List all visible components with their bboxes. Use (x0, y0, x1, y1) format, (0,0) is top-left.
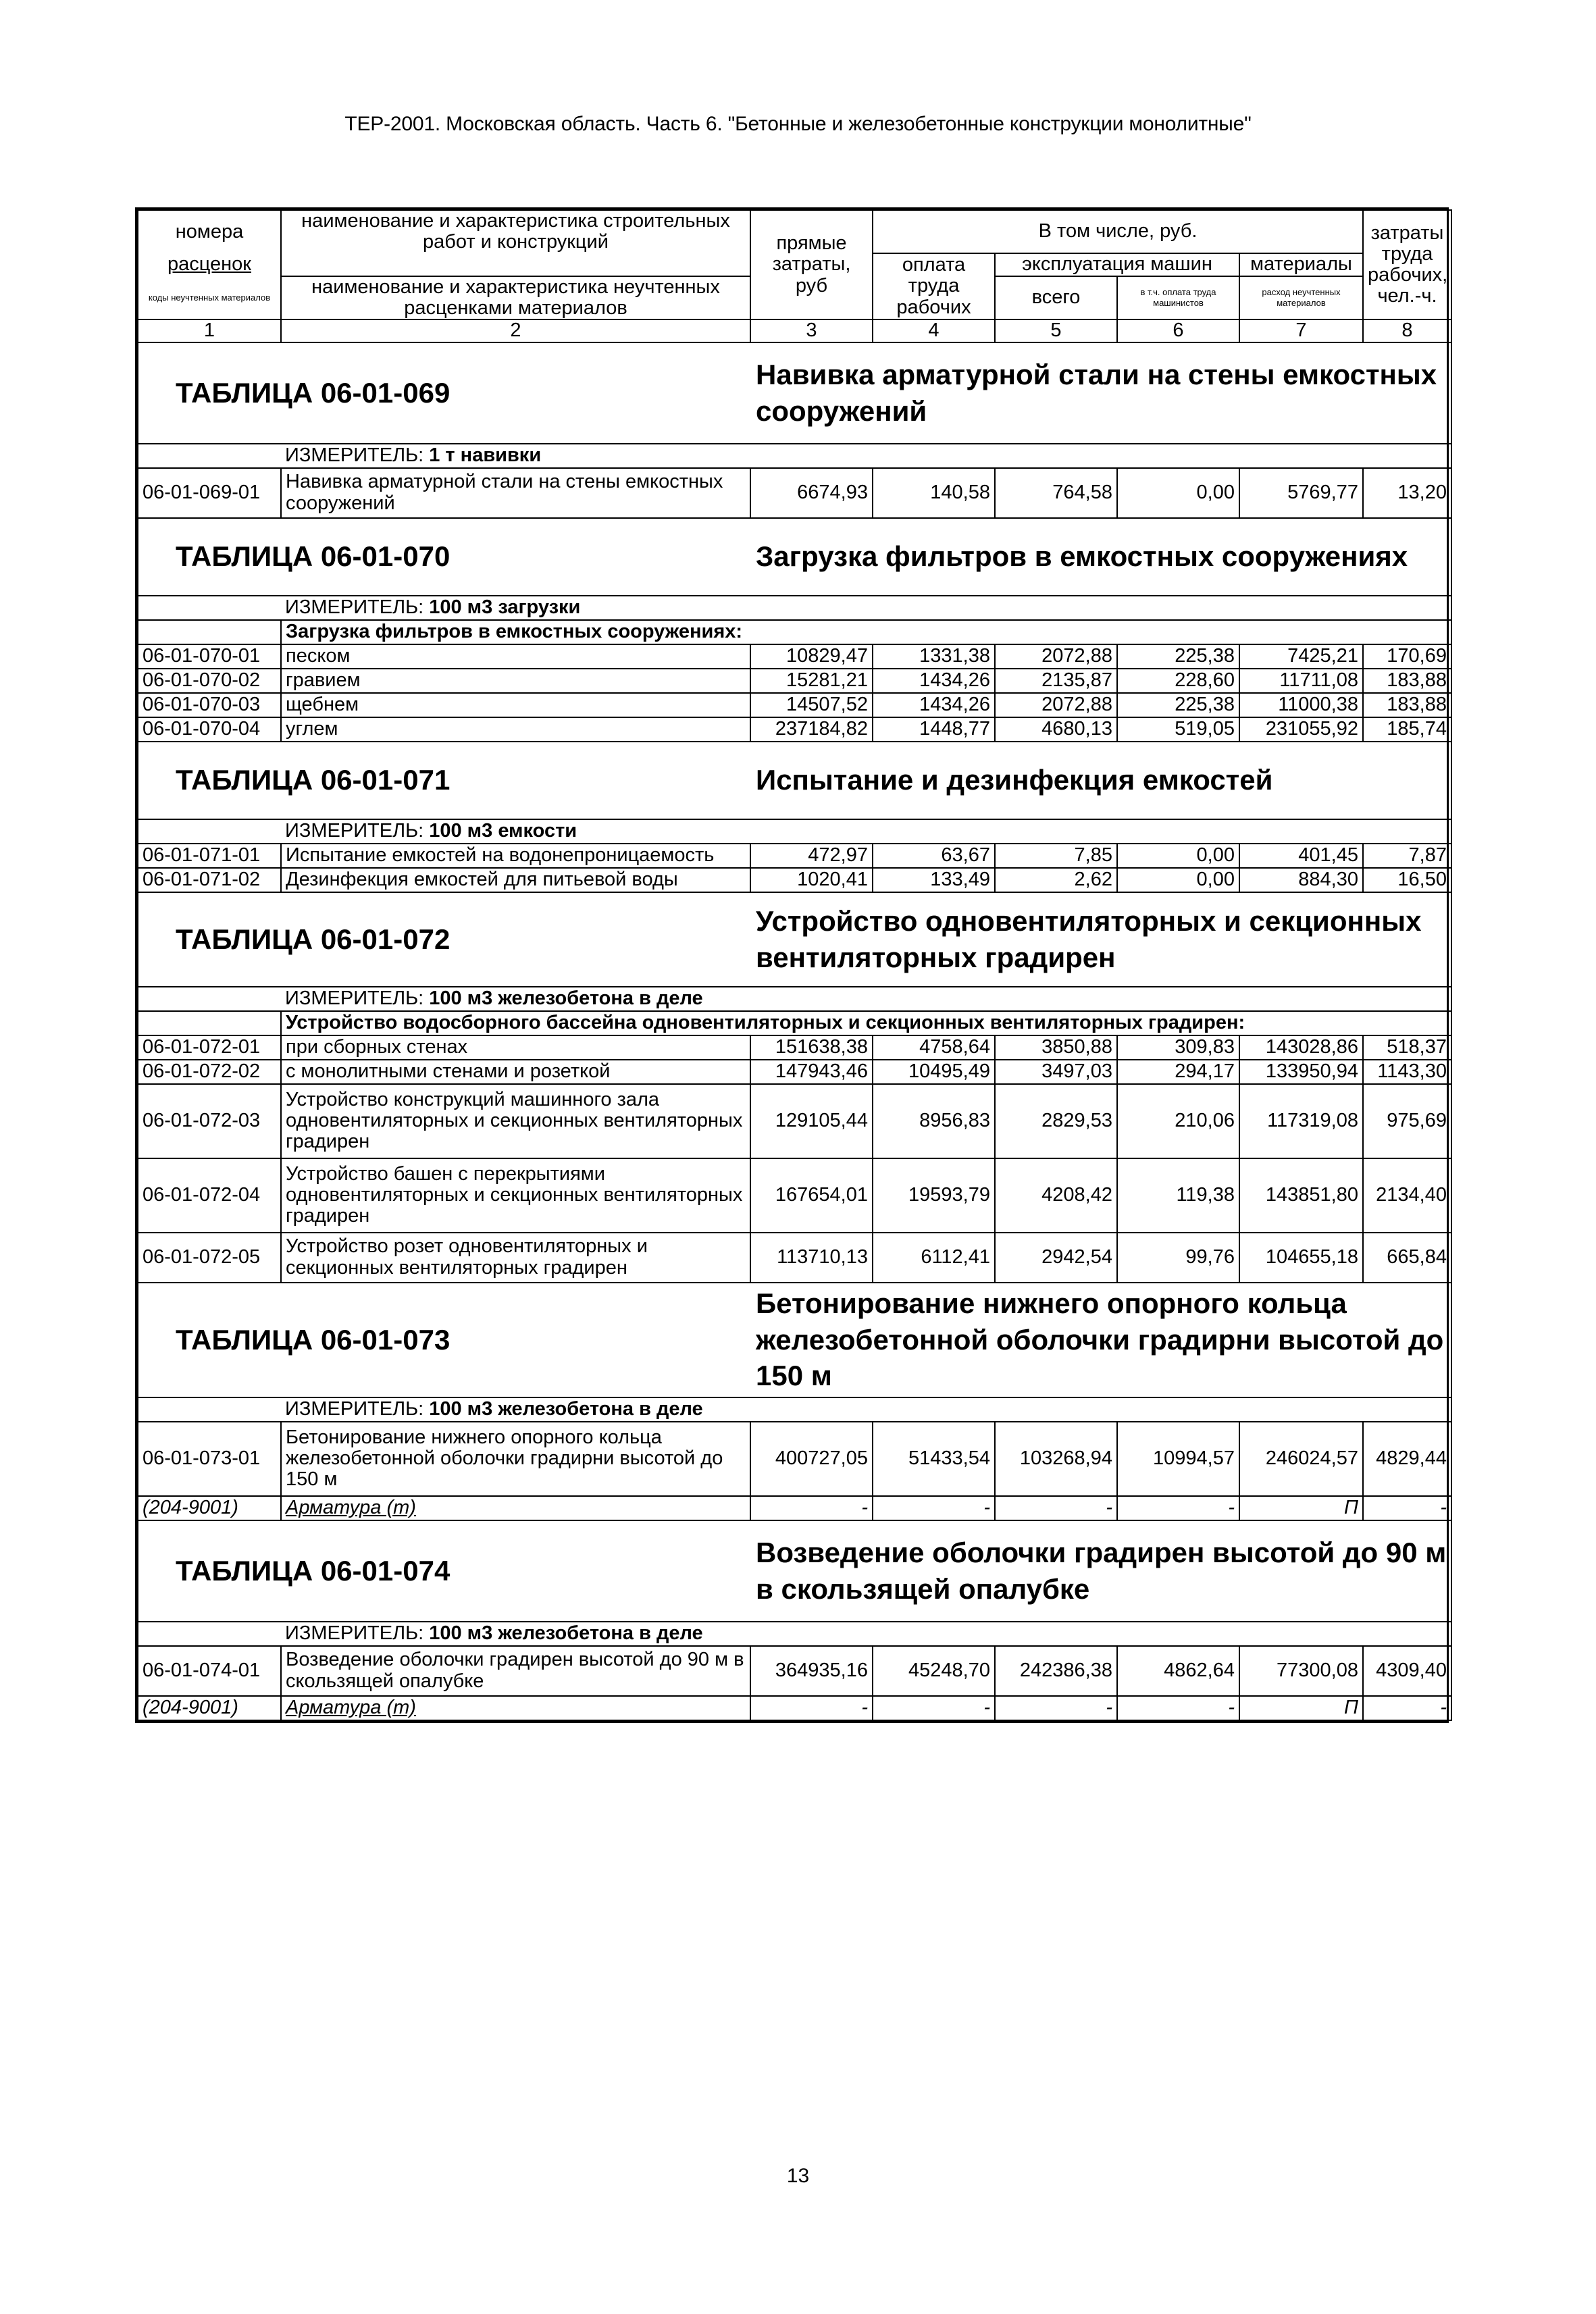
rate-name: гравием (281, 669, 750, 693)
labor-hours-cell: 665,84 (1363, 1233, 1451, 1283)
unit-row (138, 1622, 1451, 1646)
section-table-number: ТАБЛИЦА 06-01-073 (176, 1323, 451, 1356)
labor-pay-cell: 10495,49 (873, 1060, 995, 1084)
labor-hours-cell: 7,87 (1363, 844, 1451, 868)
unit-row (138, 1397, 1451, 1422)
materials-cost-cell: 11711,08 (1239, 669, 1363, 693)
machinist-pay-cell: 519,05 (1117, 717, 1239, 742)
direct-cost-cell: 147943,46 (750, 1060, 873, 1084)
direct-cost-cell: 15281,21 (750, 669, 873, 693)
materials-cost-cell: 143851,80 (1239, 1158, 1363, 1233)
rate-name: Навивка арматурной стали на стены емкостных сооружений (281, 468, 750, 518)
including-label: В том числе, руб. (873, 210, 1363, 253)
unit-row (138, 819, 1451, 844)
unit-value: 100 м3 железобетона в деле (429, 1622, 703, 1644)
rate-name: с монолитными стенами и розеткой (281, 1060, 750, 1084)
machinist-pay-cell: 0,00 (1117, 868, 1239, 892)
unit-value: 100 м3 железобетона в деле (429, 987, 703, 1009)
section-table-number: ТАБЛИЦА 06-01-074 (176, 1554, 451, 1587)
unit-label: ИЗМЕРИТЕЛЬ: (285, 596, 424, 618)
unit-value: 1 т навивки (429, 444, 542, 466)
table-row (138, 693, 1451, 717)
table-row (138, 1158, 1451, 1233)
rate-code: 06-01-072-03 (138, 1084, 281, 1158)
page-number: 13 (786, 2165, 810, 2187)
col8-label: затраты труда рабочих, чел.-ч. (1363, 210, 1451, 319)
direct-cost-cell: 472,97 (750, 844, 873, 868)
labor-pay-cell: 133,49 (873, 868, 995, 892)
rate-name: щебнем (281, 693, 750, 717)
col4-label: оплата труда рабочих (873, 253, 995, 320)
labor-pay-cell: 63,67 (873, 844, 995, 868)
labor-hours-cell: 2134,40 (1363, 1158, 1451, 1233)
rate-code: 06-01-069-01 (138, 468, 281, 518)
rate-code: 06-01-070-03 (138, 693, 281, 717)
rate-name: Устройство розет одновентиляторных и секционных вентиляторных градирен (281, 1233, 750, 1283)
machines-total-cell: 3497,03 (995, 1060, 1117, 1084)
table-row (138, 844, 1451, 868)
table-row (138, 1422, 1451, 1496)
machines-total-cell: 4208,42 (995, 1158, 1117, 1233)
materials-cost-cell: П (1239, 1696, 1363, 1720)
section-table-number: ТАБЛИЦА 06-01-071 (176, 764, 451, 796)
machines-total-cell: 2072,88 (995, 644, 1117, 669)
materials-cost-cell: П (1239, 1496, 1363, 1520)
unit-row (138, 444, 1451, 468)
labor-hours-cell: - (1363, 1496, 1451, 1520)
labor-pay-cell: 1448,77 (873, 717, 995, 742)
direct-cost-cell: 400727,05 (750, 1422, 873, 1496)
col-number: 4 (873, 319, 995, 342)
section-title: Загрузка фильтров в емкостных сооружениях (756, 540, 1408, 573)
subheading-row (138, 1011, 1451, 1035)
rate-code: 06-01-070-04 (138, 717, 281, 742)
section-title: Возведение оболочки градирен высотой до 90 м в скользящей опалубке (756, 1536, 1447, 1605)
section-title-row (138, 892, 1451, 987)
rate-code: 06-01-070-01 (138, 644, 281, 669)
col-number: 2 (281, 319, 750, 342)
rate-code: 06-01-071-02 (138, 868, 281, 892)
materials-cost-cell: 401,45 (1239, 844, 1363, 868)
rate-name: Устройство конструкций машинного зала одновентиляторных и секционных вентиляторных градирен (281, 1084, 750, 1158)
col7-label: расход неучтенных материалов (1239, 276, 1363, 320)
col-number: 6 (1117, 319, 1239, 342)
table-row (138, 468, 1451, 518)
rate-name: песком (281, 644, 750, 669)
section-title-row (138, 1520, 1451, 1622)
machinist-pay-cell: 119,38 (1117, 1158, 1239, 1233)
machinist-pay-cell: 10994,57 (1117, 1422, 1239, 1496)
labor-hours-cell: 4309,40 (1363, 1646, 1451, 1696)
unit-value: 100 м3 железобетона в деле (429, 1397, 703, 1420)
direct-cost-cell: 1020,41 (750, 868, 873, 892)
table-header (138, 210, 1451, 342)
rate-code: (204-9001) (138, 1496, 281, 1520)
labor-hours-cell: - (1363, 1696, 1451, 1720)
machines-total-cell: 764,58 (995, 468, 1117, 518)
col6-label: в т.ч. оплата труда машинистов (1117, 276, 1239, 320)
col1-mid-label: расценок (138, 253, 281, 276)
col-number: 7 (1239, 319, 1363, 342)
rate-name: Испытание емкостей на водонепроницаемость (281, 844, 750, 868)
unit-value: 100 м3 емкости (429, 819, 577, 842)
materials-cost-cell: 231055,92 (1239, 717, 1363, 742)
machinist-pay-cell: 0,00 (1117, 844, 1239, 868)
subheading-row (138, 620, 1451, 644)
rate-code: 06-01-073-01 (138, 1422, 281, 1496)
rates-table (135, 207, 1449, 1723)
table-row (138, 644, 1451, 669)
machinist-pay-cell: 309,83 (1117, 1035, 1239, 1060)
labor-hours-cell: 185,74 (1363, 717, 1451, 742)
rate-code: 06-01-072-04 (138, 1158, 281, 1233)
direct-cost-cell: 113710,13 (750, 1233, 873, 1283)
section-title-row (138, 518, 1451, 596)
machines-total-cell: 3850,88 (995, 1035, 1117, 1060)
materials-cost-cell: 884,30 (1239, 868, 1363, 892)
table-sections (138, 342, 1451, 1720)
section-title: Бетонирование нижнего опорного кольца железобетонной оболочки градирни высотой до 150 м (756, 1287, 1444, 1392)
machines-total-cell: - (995, 1496, 1117, 1520)
rate-code: 06-01-072-02 (138, 1060, 281, 1084)
col1-top-label: номера (138, 210, 281, 253)
section-table-number: ТАБЛИЦА 06-01-069 (176, 376, 451, 409)
table-row (138, 1496, 1451, 1520)
rate-name: углем (281, 717, 750, 742)
labor-pay-cell: - (873, 1696, 995, 1720)
machines-total-cell: 2942,54 (995, 1233, 1117, 1283)
machines-total-cell: 2829,53 (995, 1084, 1117, 1158)
labor-hours-cell: 975,69 (1363, 1084, 1451, 1158)
machines-total-cell: 4680,13 (995, 717, 1117, 742)
machines-total-cell: 7,85 (995, 844, 1117, 868)
machines-total-cell: - (995, 1696, 1117, 1720)
labor-pay-cell: 4758,64 (873, 1035, 995, 1060)
direct-cost-cell: 237184,82 (750, 717, 873, 742)
labor-hours-cell: 1143,30 (1363, 1060, 1451, 1084)
materials-cost-cell: 117319,08 (1239, 1084, 1363, 1158)
machinist-pay-cell: 0,00 (1117, 468, 1239, 518)
subheading: Устройство водосборного бассейна одновентиляторных и секционных вентиляторных градирен: (286, 1011, 1245, 1033)
unit-label: ИЗМЕРИТЕЛЬ: (285, 1622, 424, 1644)
materials-cost-cell: 104655,18 (1239, 1233, 1363, 1283)
table-row (138, 1646, 1451, 1696)
section-table-number: ТАБЛИЦА 06-01-070 (176, 540, 451, 573)
materials-cost-cell: 143028,86 (1239, 1035, 1363, 1060)
unit-label: ИЗМЕРИТЕЛЬ: (285, 987, 424, 1009)
col2-top-label: наименование и характеристика строительных работ и конструкций (281, 210, 750, 253)
machinist-pay-cell: 4862,64 (1117, 1646, 1239, 1696)
labor-hours-cell: 183,88 (1363, 693, 1451, 717)
col-number: 5 (995, 319, 1117, 342)
labor-pay-cell: - (873, 1496, 995, 1520)
section-title-row (138, 1283, 1451, 1397)
table-row (138, 669, 1451, 693)
rate-name: Арматура (т) (281, 1696, 750, 1720)
col-number: 8 (1363, 319, 1451, 342)
labor-pay-cell: 140,58 (873, 468, 995, 518)
subheading: Загрузка фильтров в емкостных сооружениях: (286, 620, 743, 642)
machines-total-cell: 2,62 (995, 868, 1117, 892)
direct-cost-cell: 364935,16 (750, 1646, 873, 1696)
unit-label: ИЗМЕРИТЕЛЬ: (285, 1397, 424, 1420)
table-row (138, 1035, 1451, 1060)
section-title-row (138, 342, 1451, 444)
col-number: 3 (750, 319, 873, 342)
unit-row (138, 596, 1451, 620)
materials-cost-cell: 11000,38 (1239, 693, 1363, 717)
table-row (138, 1084, 1451, 1158)
rate-code: 06-01-074-01 (138, 1646, 281, 1696)
materials-label: материалы (1239, 253, 1363, 276)
table-row (138, 1060, 1451, 1084)
machines-total-cell: 2135,87 (995, 669, 1117, 693)
direct-cost-cell: - (750, 1496, 873, 1520)
rate-name: Устройство башен с перекрытиями одновентиляторных и секционных вентиляторных градирен (281, 1158, 750, 1233)
unit-row (138, 987, 1451, 1011)
col2-spacer (281, 253, 750, 276)
unit-label: ИЗМЕРИТЕЛЬ: (285, 819, 424, 842)
labor-pay-cell: 1434,26 (873, 669, 995, 693)
col1-small-label: коды неучтенных материалов (138, 276, 281, 320)
machinist-pay-cell: - (1117, 1496, 1239, 1520)
rate-name: Дезинфекция емкостей для питьевой воды (281, 868, 750, 892)
labor-hours-cell: 16,50 (1363, 868, 1451, 892)
materials-cost-cell: 5769,77 (1239, 468, 1363, 518)
labor-hours-cell: 183,88 (1363, 669, 1451, 693)
rate-code: (204-9001) (138, 1696, 281, 1720)
table-row (138, 868, 1451, 892)
direct-cost-cell: - (750, 1696, 873, 1720)
labor-hours-cell: 13,20 (1363, 468, 1451, 518)
section-title: Устройство одновентиляторных и секционных вентиляторных градирен (756, 904, 1422, 973)
direct-cost-cell: 151638,38 (750, 1035, 873, 1060)
col3-label: прямые затраты, руб (750, 210, 873, 319)
machines-total-cell: 2072,88 (995, 693, 1117, 717)
page-header: ТЕР-2001. Московская область. Часть 6. "Бетонные и железобетонные конструкции монолитные" (344, 113, 1252, 135)
table-row (138, 1233, 1451, 1283)
direct-cost-cell: 14507,52 (750, 693, 873, 717)
labor-pay-cell: 19593,79 (873, 1158, 995, 1233)
labor-hours-cell: 4829,44 (1363, 1422, 1451, 1496)
labor-hours-cell: 170,69 (1363, 644, 1451, 669)
direct-cost-cell: 10829,47 (750, 644, 873, 669)
machinist-pay-cell: 210,06 (1117, 1084, 1239, 1158)
direct-cost-cell: 167654,01 (750, 1158, 873, 1233)
machines-total-cell: 242386,38 (995, 1646, 1117, 1696)
machinist-pay-cell: 225,38 (1117, 644, 1239, 669)
unit-value: 100 м3 загрузки (429, 596, 581, 618)
materials-cost-cell: 7425,21 (1239, 644, 1363, 669)
labor-hours-cell: 518,37 (1363, 1035, 1451, 1060)
rate-name: Бетонирование нижнего опорного кольца железобетонной оболочки градирни высотой до 150 м (281, 1422, 750, 1496)
labor-pay-cell: 1331,38 (873, 644, 995, 669)
rate-name: Возведение оболочки градирен высотой до 90 м в скользящей опалубке (281, 1646, 750, 1696)
machinist-pay-cell: 294,17 (1117, 1060, 1239, 1084)
rate-code: 06-01-072-05 (138, 1233, 281, 1283)
labor-pay-cell: 8956,83 (873, 1084, 995, 1158)
machines-total-cell: 103268,94 (995, 1422, 1117, 1496)
rate-code: 06-01-071-01 (138, 844, 281, 868)
labor-pay-cell: 1434,26 (873, 693, 995, 717)
machinist-pay-cell: - (1117, 1696, 1239, 1720)
col-number: 1 (138, 319, 281, 342)
table-row (138, 1696, 1451, 1720)
table-row (138, 717, 1451, 742)
section-title-row (138, 742, 1451, 819)
rate-name: при сборных стенах (281, 1035, 750, 1060)
machinist-pay-cell: 99,76 (1117, 1233, 1239, 1283)
direct-cost-cell: 129105,44 (750, 1084, 873, 1158)
materials-cost-cell: 246024,57 (1239, 1422, 1363, 1496)
machinist-pay-cell: 228,60 (1117, 669, 1239, 693)
section-title: Навивка арматурной стали на стены емкостных сооружений (756, 358, 1437, 427)
materials-cost-cell: 77300,08 (1239, 1646, 1363, 1696)
labor-pay-cell: 45248,70 (873, 1646, 995, 1696)
unit-label: ИЗМЕРИТЕЛЬ: (285, 444, 424, 466)
col2-bottom-label: наименование и характеристика неучтенных расценками материалов (281, 276, 750, 320)
col5-label: всего (995, 276, 1117, 320)
machinist-pay-cell: 225,38 (1117, 693, 1239, 717)
section-title: Испытание и дезинфекция емкостей (756, 764, 1273, 796)
machines-label: эксплуатация машин (995, 253, 1239, 276)
labor-pay-cell: 51433,54 (873, 1422, 995, 1496)
rate-code: 06-01-072-01 (138, 1035, 281, 1060)
labor-pay-cell: 6112,41 (873, 1233, 995, 1283)
section-table-number: ТАБЛИЦА 06-01-072 (176, 923, 451, 955)
direct-cost-cell: 6674,93 (750, 468, 873, 518)
rate-code: 06-01-070-02 (138, 669, 281, 693)
materials-cost-cell: 133950,94 (1239, 1060, 1363, 1084)
rate-name: Арматура (т) (281, 1496, 750, 1520)
